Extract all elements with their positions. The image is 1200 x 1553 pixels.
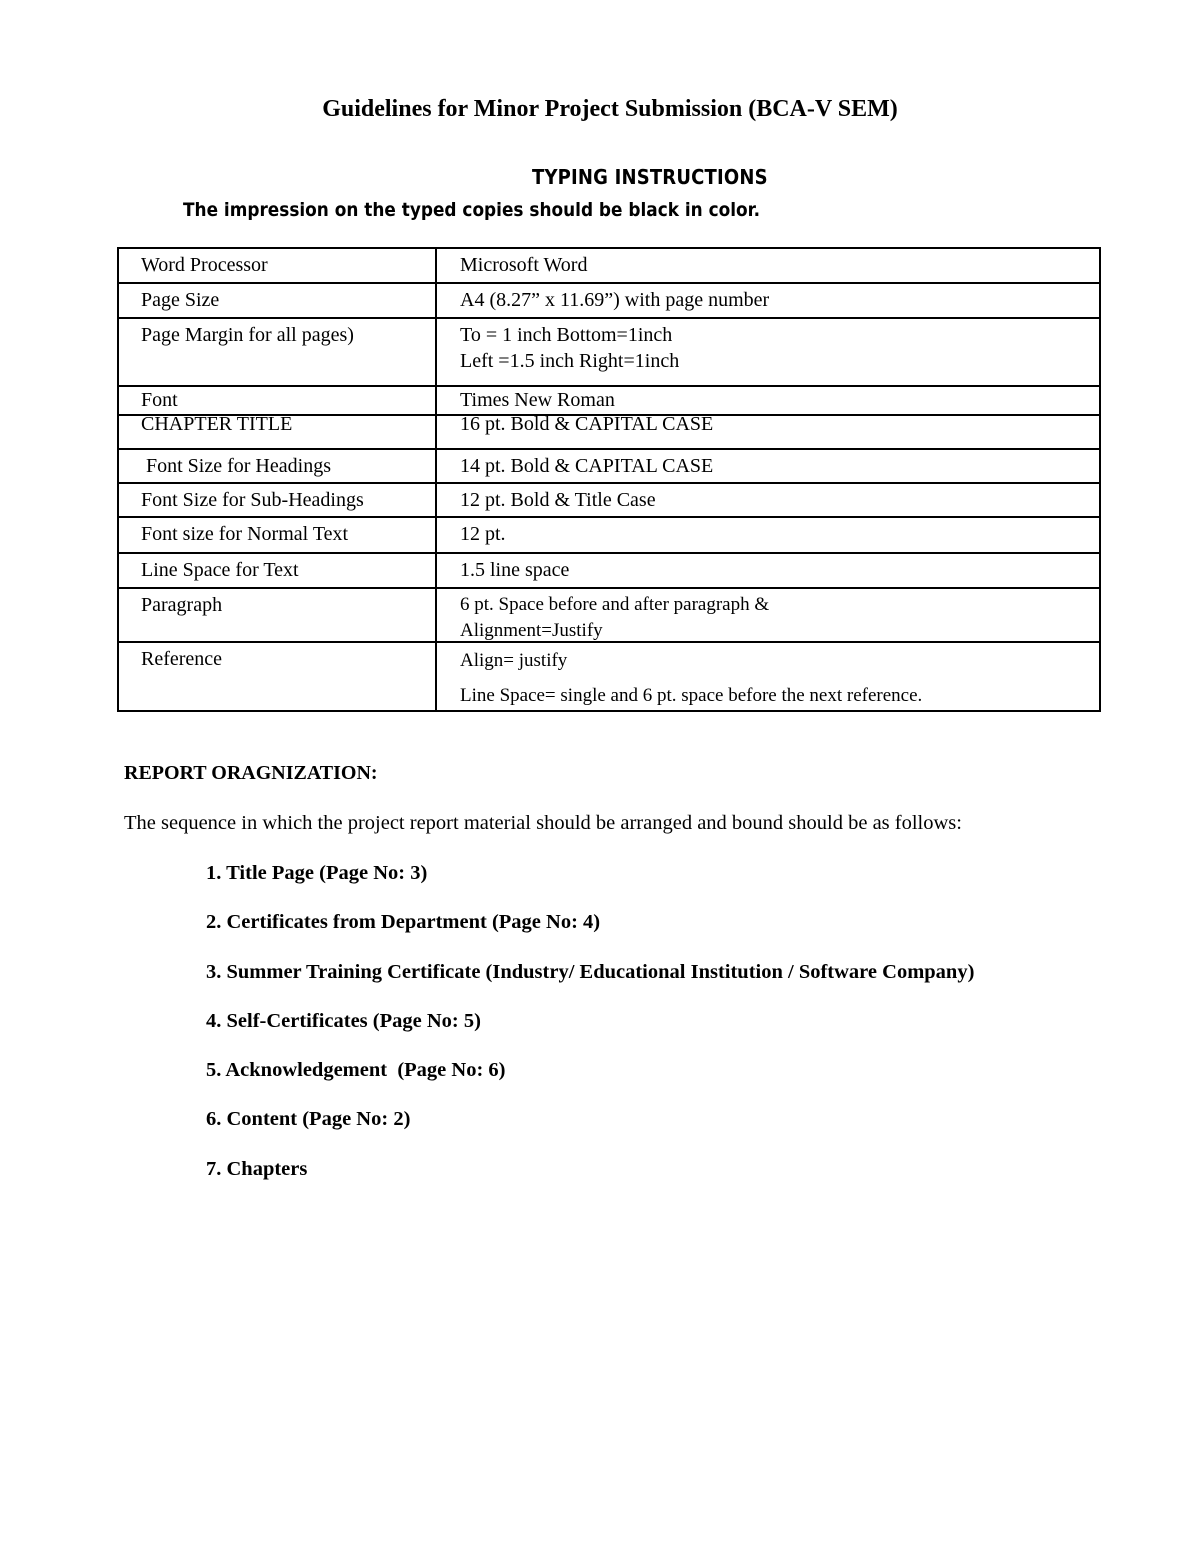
- spec-key: CHAPTER TITLE: [141, 413, 293, 435]
- typing-spec-table: [117, 247, 1101, 712]
- report-sequence-list: [206, 862, 974, 1207]
- typing-instructions-heading: TYPING INSTRUCTIONS: [532, 165, 768, 189]
- spec-value: A4 (8.27” x 11.69”) with page number: [460, 289, 770, 311]
- list-item: 4. Self-Certificates (Page No: 5): [206, 1009, 481, 1032]
- spec-value: To = 1 inch Bottom=1inch Left =1.5 inch Right=1inch: [460, 324, 680, 372]
- list-item: 5. Acknowledgement (Page No: 6): [206, 1059, 506, 1082]
- impression-note: The impression on the typed copies should be black in color.: [183, 199, 760, 221]
- spec-value: Align= justify Line Space= single and 6 pt. space before the next reference.: [460, 650, 923, 706]
- list-item: 3. Summer Training Certificate (Industry/ Educational Institution / Software Company): [206, 960, 975, 983]
- spec-value: Times New Roman: [460, 389, 615, 411]
- spec-row-line-space: [119, 554, 1099, 589]
- spec-key: Font size for Normal Text: [141, 523, 349, 545]
- report-intro-text: The sequence in which the project report material should be arranged and bound should be as follows:: [124, 812, 962, 834]
- spec-key: Font: [141, 389, 178, 411]
- spec-row-page-size: [119, 284, 1099, 319]
- spec-key: Line Space for Text: [141, 559, 299, 581]
- spec-value: 12 pt.: [460, 523, 506, 545]
- report-organization-heading: REPORT ORAGNIZATION:: [124, 762, 378, 784]
- spec-value: 14 pt. Bold & CAPITAL CASE: [460, 455, 714, 477]
- spec-row-word-processor: [119, 249, 1099, 284]
- spec-key: Page Size: [141, 289, 220, 311]
- spec-key: Font Size for Sub-Headings: [141, 489, 364, 511]
- spec-row-paragraph: [119, 589, 1099, 643]
- spec-row-chapter-title: [119, 413, 1099, 450]
- list-item: 6. Content (Page No: 2): [206, 1108, 411, 1131]
- spec-key: Reference: [141, 648, 223, 670]
- spec-key: Font Size for Headings: [141, 455, 331, 477]
- page-title: Guidelines for Minor Project Submission (BCA-V SEM): [322, 96, 898, 122]
- spec-row-reference: [119, 643, 1099, 714]
- spec-value: 12 pt. Bold & Title Case: [460, 489, 656, 511]
- spec-row-normal-text: [119, 518, 1099, 554]
- spec-value: Microsoft Word: [460, 254, 588, 276]
- spec-value: 6 pt. Space before and after paragraph & Alignment=Justify: [460, 594, 770, 641]
- spec-key: Word Processor: [141, 254, 268, 276]
- list-item: 2. Certificates from Department (Page No: 4): [206, 911, 601, 934]
- list-item: 1. Title Page (Page No: 3): [206, 862, 428, 884]
- spec-value: 1.5 line space: [460, 559, 570, 581]
- list-item: 7. Chapters: [206, 1157, 308, 1180]
- spec-row-page-margin: [119, 319, 1099, 387]
- spec-row-sub-headings: [119, 484, 1099, 518]
- spec-key: Paragraph: [141, 594, 223, 616]
- spec-row-headings: [119, 450, 1099, 484]
- spec-key: Page Margin for all pages): [141, 324, 354, 346]
- spec-value: 16 pt. Bold & CAPITAL CASE: [460, 413, 714, 435]
